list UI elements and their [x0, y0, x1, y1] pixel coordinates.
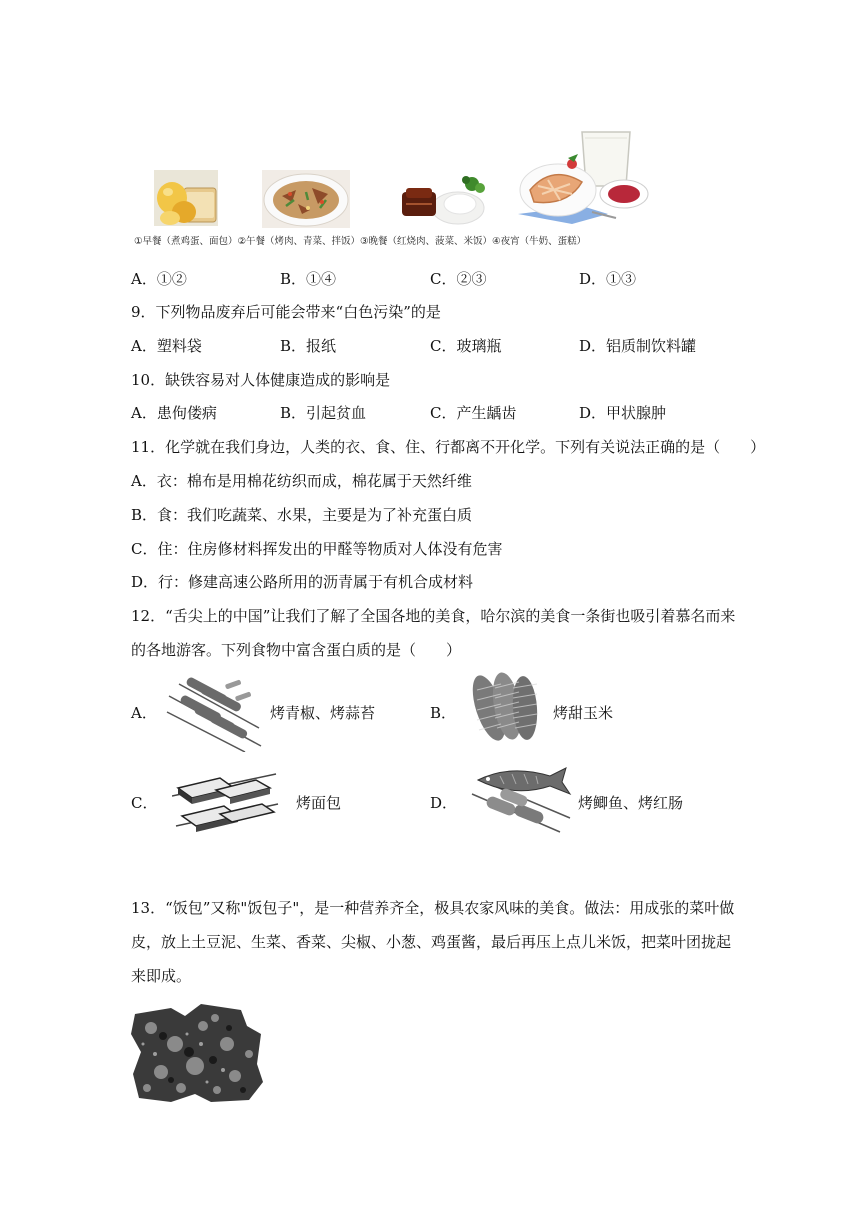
bbq-rice-bowl-icon [262, 170, 350, 228]
toasted-bread-icon [172, 770, 280, 832]
q12-option-b-label: 烤甜玉米 [553, 704, 614, 722]
q13-line-2: 皮，放上土豆泥、生菜、香菜、尖椒、小葱、鸡蛋酱，最后再压上点儿米饭，把菜叶团拢起 [131, 933, 732, 951]
q12-option-a-letter[interactable]: A． [131, 704, 157, 722]
q11-option-c[interactable]: C．住：住房修材料挥发出的甲醛等物质对人体没有危害 [131, 540, 503, 558]
q12-option-c-letter[interactable]: C． [131, 794, 158, 812]
grilled-fish-sausage-icon [470, 766, 580, 834]
q8-option-d[interactable]: D．①③ [579, 270, 637, 288]
q11-option-d[interactable]: D．行：修建高速公路所用的沥青属于有机合成材料 [131, 573, 474, 591]
q9-option-a[interactable]: A．塑料袋 [131, 337, 202, 355]
q12-stem-line-1: 12．“舌尖上的中国”让我们了解了全国各地的美食，哈尔滨的美食一条街也吸引着慕名而来 [131, 607, 736, 625]
braised-pork-rice-icon [398, 174, 486, 226]
q8-option-a[interactable]: A．①② [131, 270, 187, 288]
q9-option-d[interactable]: D．铝质制饮料罐 [579, 337, 697, 355]
milk-cake-icon [512, 128, 658, 228]
q11-option-b[interactable]: B．食：我们吃蔬菜、水果，主要是为了补充蛋白质 [131, 506, 473, 524]
q10-stem: 10．缺铁容易对人体健康造成的影响是 [131, 371, 391, 389]
q9-option-b[interactable]: B．报纸 [280, 337, 337, 355]
q12-option-d-letter[interactable]: D． [430, 794, 458, 812]
grilled-corn-icon [467, 670, 543, 742]
bread-egg-plate-icon [154, 170, 218, 226]
q8-option-c[interactable]: C．②③ [430, 270, 487, 288]
q9-stem: 9．下列物品废弃后可能会带来“白色污染”的是 [131, 303, 441, 321]
q12-option-c-label: 烤面包 [296, 794, 342, 812]
q10-option-c[interactable]: C．产生龋齿 [430, 404, 517, 422]
q8-option-b[interactable]: B．①④ [280, 270, 337, 288]
q12-stem-line-2: 的各地游客。下列食物中富含蛋白质的是（ ） [131, 641, 462, 659]
q12-option-a-label: 烤青椒、烤蒜苔 [270, 704, 376, 722]
q10-option-a[interactable]: A．患佝偻病 [131, 404, 217, 422]
q12-option-b-letter[interactable]: B． [430, 704, 457, 722]
q11-stem: 11．化学就在我们身边，人类的衣、食、住、行都离不开化学。下列有关说法正确的是（ ） [131, 438, 766, 456]
q10-option-b[interactable]: B．引起贫血 [280, 404, 367, 422]
meal-caption: ①早餐（煮鸡蛋、面包）②午餐（烤肉、青菜、拌饭）③晚餐（红烧肉、菠菜、米饭）④夜宵（牛奶、蛋糕） [134, 236, 587, 247]
q11-option-a[interactable]: A．衣：棉布是用棉花纺织而成，棉花属于天然纤维 [131, 472, 472, 490]
q10-option-d[interactable]: D．甲状腺肿 [579, 404, 667, 422]
q13-line-1: 13．“饭包”又称"饭包子"，是一种营养齐全，极具农家风味的美食。做法：用成张的菜叶做 [131, 899, 735, 917]
q12-option-d-label: 烤鲫鱼、烤红肠 [578, 794, 684, 812]
q13-line-3: 来即成。 [131, 967, 192, 985]
q9-option-c[interactable]: C．玻璃瓶 [430, 337, 502, 355]
rice-wrap-photo-icon [131, 1004, 265, 1104]
grilled-pepper-skewers-icon [165, 676, 265, 752]
